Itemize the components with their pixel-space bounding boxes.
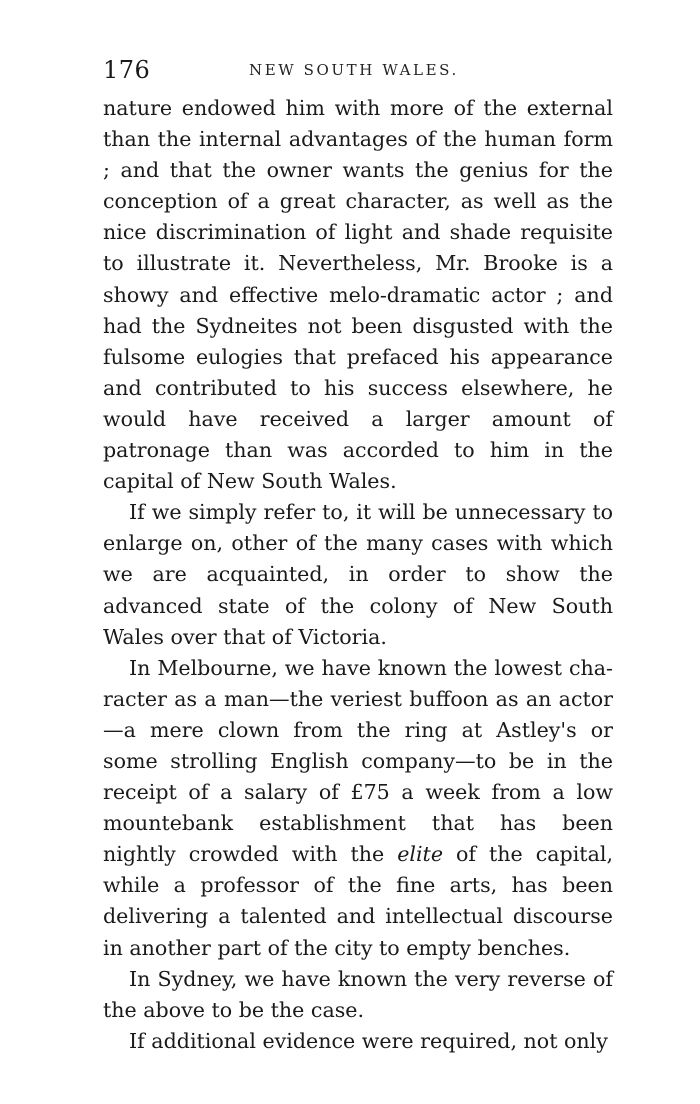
paragraph-5: If additional evidence were required, not only [129, 1028, 608, 1053]
body-text [103, 93, 613, 1057]
paragraph-3 [103, 653, 613, 964]
paragraph-2: If we simply refer to, it will be unnecessary to enlarge on, other of the many cases with which we are acquainted, in order to show the advanced state of the colony of New South Wales over that of Victoria. [103, 500, 613, 649]
paragraph-4: In Sydney, we have known the very reverse of the above to be the case. [103, 966, 613, 1022]
paragraph-3-before: In Melbourne, we have known the lowest character as a man—the veriest buffoon as an actor—a mere clown from the ring at Astley's or some strolling English company—to be in the receipt of a salary of £75 a week from a low mountebank establishment that has been nightly crowded with the [103, 655, 613, 867]
italic-word-elite: elite [397, 842, 444, 867]
paragraph-3-after: of the capital, while a professor of the fine arts, has been delivering a talented and intellectual discourse in another part of the city to empty benches. [103, 842, 613, 960]
running-head: NEW SOUTH WALES. [249, 61, 459, 79]
paragraph-1: nature endowed him with more of the external than the internal advantages of the human form ; and that the owner wants the genius for the conception of a great character, as well as the nice discrimination of light and shade requisite to illustrate it. Nevertheless, Mr. Brooke is a showy and effective melo-dramatic actor ; and had the Sydneites not been disgusted with the fulsome eulogies that prefaced his appearance and contributed to his success elsewhere, he would have received a larger amount of patronage than was accorded to him in the capital of New South Wales. [103, 96, 613, 494]
page-header [103, 56, 613, 88]
page-number: 176 [103, 56, 151, 84]
